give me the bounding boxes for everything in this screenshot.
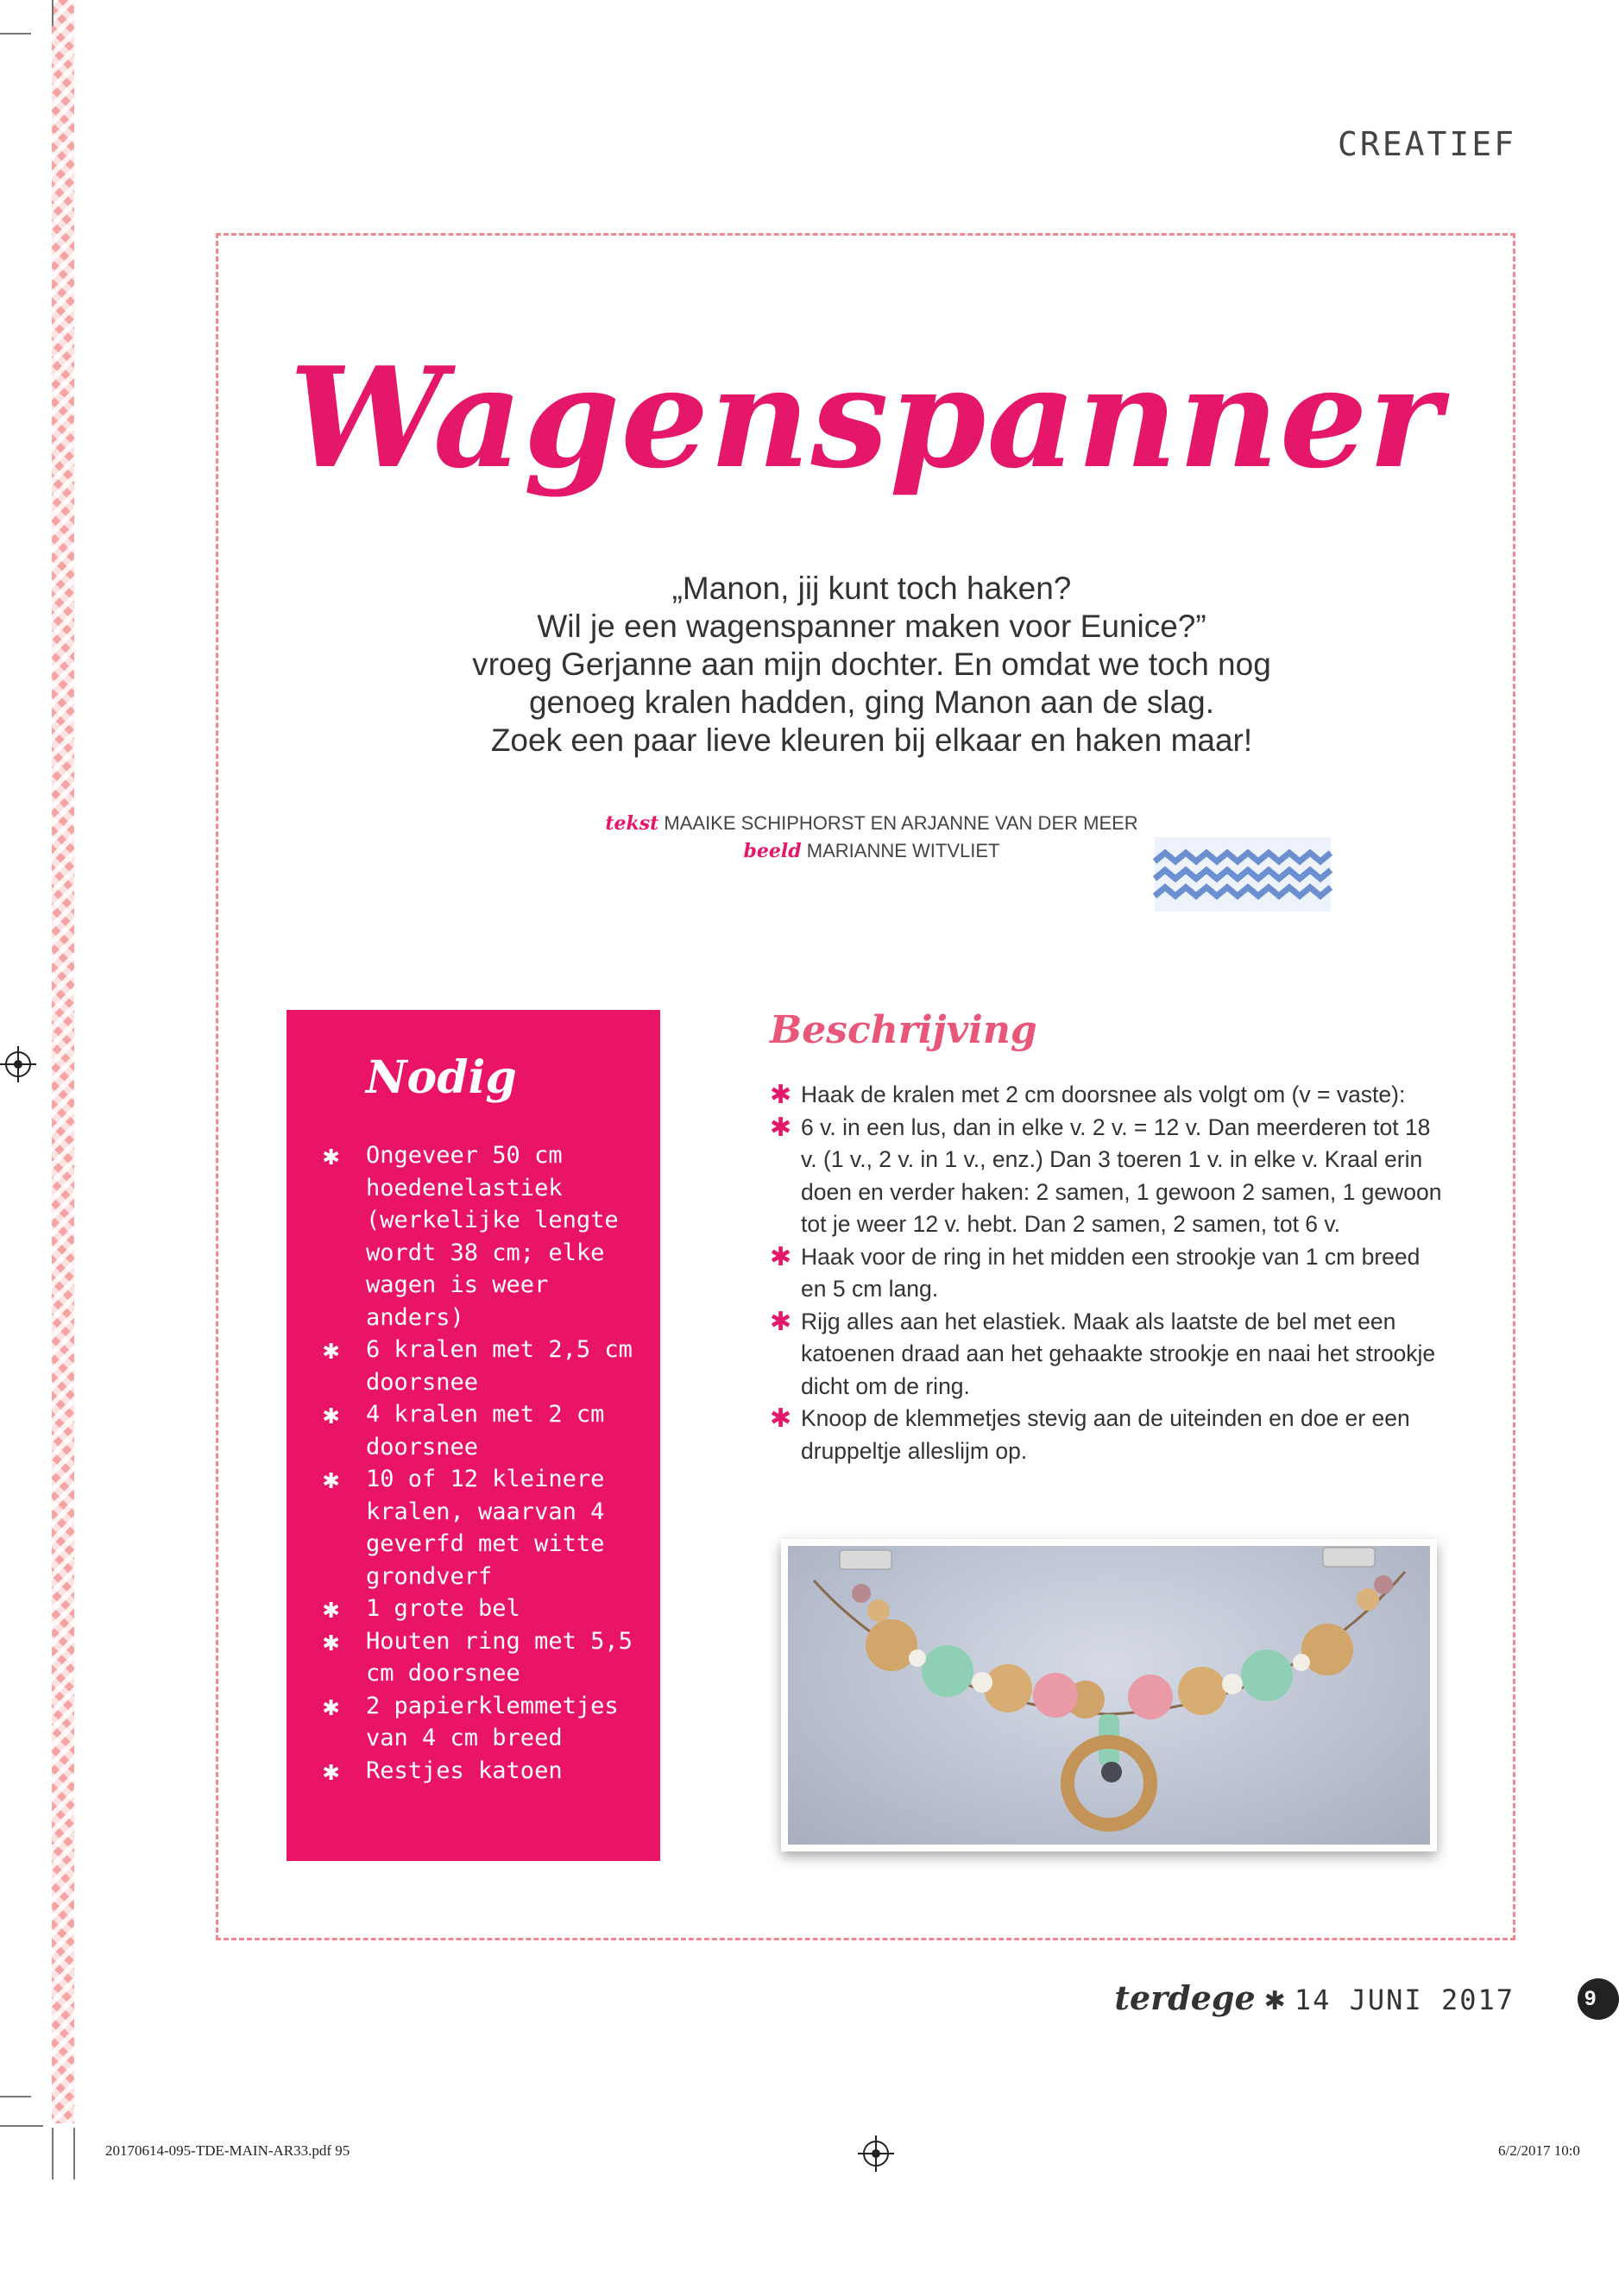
asterisk-icon: ✱: [323, 1592, 340, 1624]
asterisk-icon: ✱: [770, 1307, 792, 1336]
print-slug-timestamp: 6/2/2017 10:0: [1498, 2142, 1580, 2159]
page-title: Wagenspanner: [289, 337, 1442, 499]
asterisk-icon: ✱: [770, 1113, 792, 1142]
registration-mark-icon: [863, 2141, 889, 2167]
list-item: ✱ Houten ring met 5,5 cm doorsnee: [323, 1624, 633, 1687]
section-label: CREATIEF: [1337, 125, 1516, 163]
instructions-list: [770, 1079, 1452, 1467]
asterisk-icon: ✱: [323, 1397, 340, 1430]
asterisk-icon: ✱: [770, 1404, 792, 1433]
list-item: ✱ Haak de kralen met 2 cm doorsnee als volgt om (v = vaste):: [770, 1079, 1452, 1112]
intro-line: Zoek een paar lieve kleuren bij elkaar en haken maar!: [490, 722, 1253, 758]
instructions-title: Beschrijving: [770, 1008, 1037, 1052]
issue-date: 14 JUNI 2017: [1294, 1984, 1515, 2016]
materials-box: [287, 1010, 660, 1861]
list-item: ✱ 6 kralen met 2,5 cm doorsnee: [323, 1333, 633, 1396]
list-item: ✱ Rijg alles aan het elastiek. Maak als laatste de bel met een katoenen draad aan het gehaakte strookje en naai het strookje dicht om de ring.: [770, 1307, 1436, 1399]
asterisk-icon: ✱: [323, 1462, 340, 1495]
intro-paragraph: [362, 570, 1381, 760]
footer-brand: [1114, 1978, 1515, 2017]
crop-mark: [52, 0, 54, 26]
crop-mark: [0, 2125, 43, 2127]
print-slug-filename: 20170614-095-TDE-MAIN-AR33.pdf 95: [105, 2142, 350, 2159]
credit-image-names: MARIANNE WITVLIET: [806, 840, 1000, 861]
product-photo: [781, 1539, 1437, 1851]
list-item: ✱ Restjes katoen: [323, 1753, 563, 1787]
asterisk-icon: ✱: [323, 1139, 340, 1171]
materials-list: [323, 1139, 644, 1787]
intro-line: „Manon, jij kunt toch haken?: [671, 571, 1072, 606]
intro-line: Wil je een wagenspanner maken voor Eunice?”: [537, 609, 1206, 644]
list-item: ✱ 10 of 12 kleinere kralen, waarvan 4 geverfd met witte grondverf: [323, 1462, 605, 1590]
asterisk-icon: ✱: [323, 1688, 340, 1722]
list-item: ✱ 2 papierklemmetjes van 4 cm breed: [323, 1688, 619, 1751]
credits: [535, 810, 1208, 865]
crop-mark: [0, 2096, 31, 2097]
list-item: ✱ 6 v. in een lus, dan in elke v. 2 v. = 12 v. Dan meerderen tot 18 v. (1 v., 2 v. in 1 v., enz.) Dan 3 toeren 1 v. in elke v. Kraal erin doen en verder haken: 2 samen, 1 gewoon 2 samen, 1 gewoon tot je weer 12 v. hebt. Dan 2 samen, 2 samen, tot 6 v.: [770, 1113, 1442, 1237]
intro-line: genoeg kralen hadden, ging Manon aan de slag.: [528, 684, 1215, 720]
asterisk-icon: ✱: [1263, 1987, 1286, 2015]
registration-mark-icon: [5, 1051, 31, 1077]
credit-image-label: beeld: [743, 840, 802, 862]
list-item: ✱ 4 kralen met 2 cm doorsnee: [323, 1397, 605, 1460]
credit-text-names: MAAIKE SCHIPHORST EN ARJANNE VAN DER MEER: [664, 812, 1138, 834]
list-item: ✱ Ongeveer 50 cm hoedenelastiek (werkelijke lengte wordt 38 cm; elke wagen is weer anders): [323, 1139, 619, 1331]
page-number: 9: [1578, 1978, 1619, 2020]
crop-mark: [0, 33, 31, 35]
crop-mark: [52, 2128, 54, 2179]
magazine-name: terdege: [1114, 1978, 1256, 2017]
crop-mark: [73, 2128, 75, 2179]
zigzag-ribbon-image: [1155, 837, 1331, 911]
materials-title: Nodig: [366, 1051, 517, 1104]
asterisk-icon: ✱: [323, 1753, 340, 1787]
asterisk-icon: ✱: [770, 1081, 792, 1109]
asterisk-icon: ✱: [770, 1242, 792, 1271]
list-item: ✱ 1 grote bel: [323, 1592, 520, 1624]
list-item: ✱ Haak voor de ring in het midden een strookje van 1 cm breed en 5 cm lang.: [770, 1242, 1421, 1302]
asterisk-icon: ✱: [323, 1624, 340, 1657]
list-item: ✱ Knoop de klemmetjes stevig aan de uiteinden en doe er een druppeltje alleslijm op.: [770, 1404, 1410, 1464]
asterisk-icon: ✱: [323, 1333, 340, 1366]
credit-text-label: tekst: [605, 812, 659, 835]
decorative-pattern-strip: [52, 0, 74, 2123]
intro-line: vroeg Gerjanne aan mijn dochter. En omdat we toch nog: [472, 647, 1271, 682]
